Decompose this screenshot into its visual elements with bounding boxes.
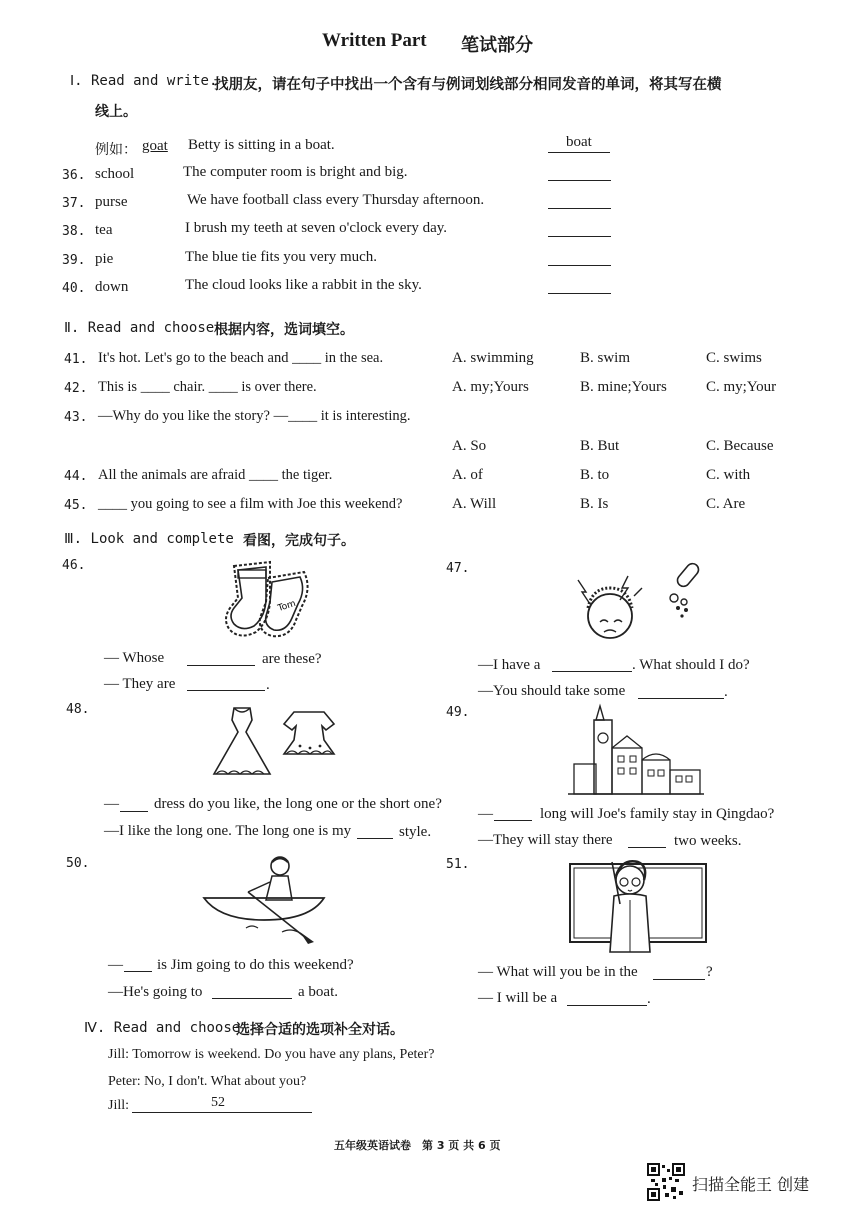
answer-blank-36[interactable] [548,180,611,181]
section1-instruction-2: 线上。 [95,104,137,120]
item-number: 38. [62,224,86,239]
option-b[interactable]: B. Is [580,496,609,512]
q46-blank-1[interactable] [187,665,255,666]
q50-line2b: a boat. [298,984,338,1000]
q48-line2a: —I like the long one. The long one is my [104,823,352,839]
question-number: 44. [64,469,88,484]
q47-line1a: —I have a [478,657,541,673]
sock-tag-text: Tom [276,598,298,614]
q51-blank-2[interactable] [567,1005,647,1006]
question-number: 43. [64,410,88,425]
scanner-watermark: 扫描全能王 创建 [692,1175,810,1194]
page-footer: 五年级英语试卷 第 3 页 共 6 页 [334,1139,501,1152]
dialogue-line-2: Peter: No, I don't. What about you? [108,1074,307,1089]
question-text: —Why do you like the story? —____ it is interesting. [98,408,411,424]
city-illustration [566,704,706,802]
q49-line1a: — [478,806,493,822]
item-sentence: We have football class every Thursday afternoon. [187,192,485,208]
q48-blank-2[interactable] [357,838,393,839]
example-prefix: 例如： [95,142,137,158]
q49-line2a: —They will stay there [478,832,613,848]
section1-label: Ⅰ. Read and write. [70,73,218,89]
option-b[interactable]: B. But [580,438,620,454]
headache-illustration [570,558,710,648]
q52-blank[interactable] [132,1112,312,1113]
question-text: ____ you going to see a film with Joe this weekend? [98,496,403,512]
q51-line1a: — What will you be in the [478,964,638,980]
q50-line1a: — [108,957,123,973]
option-a[interactable]: A. Will [452,496,497,512]
q47-line2: —You should take some [478,683,626,699]
q51-number: 51. [446,857,470,872]
question-number: 45. [64,498,88,513]
page-title-en: Written Part [322,30,427,51]
page-title-cn: 笔试部分 [461,35,533,56]
question-number: 41. [64,352,88,367]
q46-number: 46. [62,558,86,573]
q49-blank-1[interactable] [494,820,532,821]
answer-blank-40[interactable] [548,293,611,294]
option-b[interactable]: B. mine;Yours [580,379,667,395]
q47-number: 47. [446,561,470,576]
option-c[interactable]: C. Because [706,438,774,454]
example-sentence: Betty is sitting in a boat. [188,137,335,153]
q48-number: 48. [66,702,90,717]
q46-line1b: are these? [262,651,322,667]
item-sentence: The blue tie fits you very much. [185,249,378,265]
example-word: goat [142,138,168,154]
question-text: This is ____ chair. ____ is over there. [98,379,317,395]
option-a[interactable]: A. of [452,467,483,483]
section4-instruction: 选择合适的选项补全对话。 [236,1022,404,1038]
item-number: 36. [62,168,86,183]
item-number: 39. [62,253,86,268]
answer-line [548,152,610,153]
option-a[interactable]: A. So [452,438,487,454]
section3-label: Ⅲ. Look and complete [64,531,234,547]
answer-blank-39[interactable] [548,265,611,266]
item-sentence: The cloud looks like a rabbit in the sky. [185,277,422,293]
q46-line1a: — Whose [104,650,165,666]
q46-line2: — They are [104,676,176,692]
section2-instruction: 根据内容，选词填空。 [214,322,354,338]
teacher-illustration [566,852,710,956]
q48-line2b: style. [399,824,432,840]
section4-label: Ⅳ. Read and choose [84,1020,241,1036]
q50-line1b: is Jim going to do this weekend? [157,957,354,973]
q46-line2-end: . [266,677,270,693]
example-answer: boat [566,134,592,150]
q47-blank-2[interactable] [638,698,724,699]
section3-instruction: 看图，完成句子。 [243,533,355,549]
q51-line2-end: . [647,991,651,1007]
q48-line1a: — [104,796,119,812]
option-c[interactable]: C. with [706,467,751,483]
question-number: 42. [64,381,88,396]
q47-line2-end: . [724,684,728,700]
socks-illustration [220,558,330,640]
q50-line2a: —He's going to [108,984,203,1000]
q51-line2: — I will be a [478,990,558,1006]
qr-code-icon [647,1163,685,1201]
item-word: down [95,279,129,295]
option-b[interactable]: B. swim [580,350,631,366]
section2-label: Ⅱ. Read and choose [64,320,215,336]
option-c[interactable]: C. swims [706,350,762,366]
item-number: 40. [62,281,86,296]
item-number: 37. [62,196,86,211]
question-text: All the animals are afraid ____ the tiger. [98,467,333,483]
option-a[interactable]: A. swimming [452,350,534,366]
option-b[interactable]: B. to [580,467,610,483]
q50-blank-2[interactable] [212,998,292,999]
item-word: school [95,166,135,182]
q49-line1b: long will Joe's family stay in Qingdao? [540,806,775,822]
item-word: purse [95,194,128,210]
q47-line1b: . What should I do? [632,657,750,673]
item-sentence: The computer room is bright and big. [183,164,408,180]
q49-blank-2[interactable] [628,847,666,848]
q51-blank-1[interactable] [653,979,705,980]
dresses-illustration [210,702,342,782]
q49-number: 49. [446,705,470,720]
q47-blank-1[interactable] [552,671,632,672]
q48-blank-1[interactable] [120,811,148,812]
q48-line1b: dress do you like, the long one or the short one? [154,796,442,812]
option-c[interactable]: C. my;Your [706,379,777,395]
option-a[interactable]: A. my;Yours [452,379,529,395]
item-sentence: I brush my teeth at seven o'clock every day. [185,220,448,236]
question-text: It's hot. Let's go to the beach and ____ in the sea. [98,350,384,366]
option-c[interactable]: C. Are [706,496,746,512]
dialogue-jill-prefix: Jill: [108,1098,130,1113]
item-word: tea [95,222,113,238]
q50-number: 50. [66,856,90,871]
rowing-boat-illustration [200,852,330,942]
answer-blank-38[interactable] [548,236,611,237]
q51-line1b: ? [706,964,713,980]
dialogue-line-1: Jill: Tomorrow is weekend. Do you have any plans, Peter? [108,1047,435,1062]
item-word: pie [95,251,114,267]
answer-blank-37[interactable] [548,208,611,209]
q52-number: 52 [211,1095,225,1110]
q50-blank-1[interactable] [124,971,152,972]
section1-instruction: 找朋友，请在句子中找出一个含有与例词划线部分相同发音的单词，将其写在横 [214,77,722,93]
q49-line2b: two weeks. [674,833,742,849]
q46-blank-2[interactable] [187,690,265,691]
